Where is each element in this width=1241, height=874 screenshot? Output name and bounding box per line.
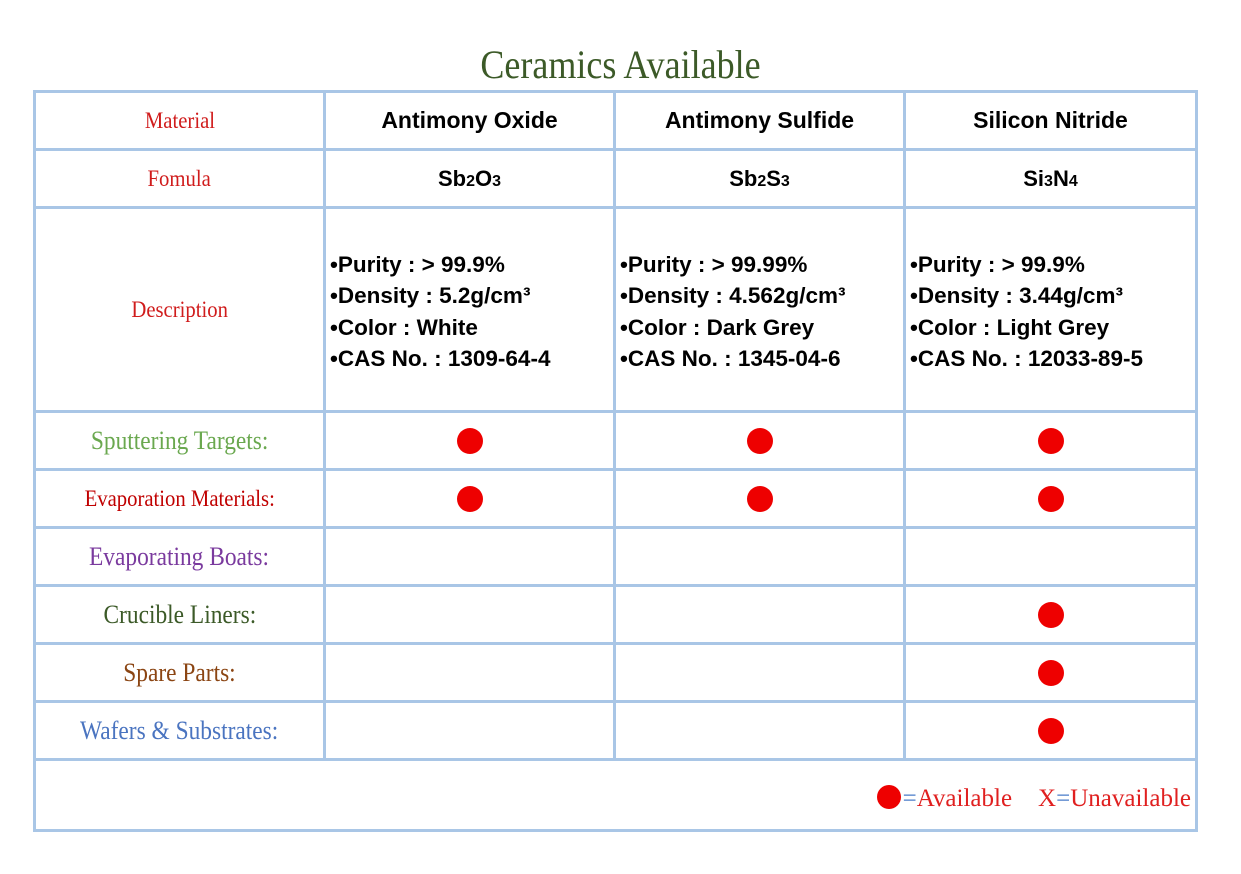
formula-label-cell	[35, 150, 325, 208]
availability-row	[35, 702, 1197, 760]
material-label: Material	[144, 107, 215, 133]
availability-cell	[615, 644, 905, 702]
category-label-cell	[35, 586, 325, 644]
material-cell	[615, 92, 905, 150]
formula-label: Fomula	[147, 165, 212, 191]
material-cell	[905, 92, 1197, 150]
color-line: •Color : White	[330, 314, 478, 340]
material-cell	[325, 92, 615, 150]
category-label: Evaporating Boats:	[89, 541, 270, 571]
category-label: Sputtering Targets:	[90, 425, 269, 455]
category-label: Evaporation Materials:	[84, 485, 275, 511]
legend-cell	[35, 760, 1197, 831]
description-row	[35, 208, 1197, 412]
availability-cell	[325, 702, 615, 760]
purity-line: •Purity : > 99.9%	[330, 251, 505, 277]
category-label-cell	[35, 702, 325, 760]
density-line: •Density : 3.44g/cm³	[910, 283, 1123, 308]
availability-cell	[615, 528, 905, 586]
material-label-cell	[35, 92, 325, 150]
availability-cell	[905, 412, 1197, 470]
density-line: •Density : 5.2g/cm³	[330, 283, 531, 308]
legend	[877, 785, 1191, 813]
legend-row	[35, 760, 1197, 831]
legend-unavailable-label: Unavailable	[1070, 785, 1191, 812]
chemical-formula: Sb2O3	[437, 165, 502, 191]
cas-line: •CAS No. : 1309-64-4	[330, 346, 551, 371]
availability-cell	[615, 702, 905, 760]
page-title: Ceramics Available	[480, 42, 761, 87]
available-dot-icon	[747, 486, 773, 512]
color-line: •Color : Dark Grey	[620, 314, 815, 340]
material-name: Antimony Sulfide	[664, 107, 855, 133]
availability-cell	[905, 644, 1197, 702]
availability-row	[35, 528, 1197, 586]
available-dot-icon	[1038, 428, 1064, 454]
availability-cell	[615, 412, 905, 470]
formula-row	[35, 150, 1197, 208]
description-cell	[615, 208, 905, 412]
material-name: Antimony Oxide	[381, 107, 558, 133]
category-label-cell	[35, 528, 325, 586]
availability-cell	[905, 528, 1197, 586]
cas-line: •CAS No. : 12033-89-5	[910, 346, 1143, 371]
availability-row	[35, 412, 1197, 470]
available-dot-icon	[1038, 486, 1064, 512]
availability-cell	[905, 470, 1197, 528]
availability-cell	[325, 586, 615, 644]
availability-cell	[325, 470, 615, 528]
legend-available-label: Available	[916, 785, 1013, 812]
chemical-formula: Si3N4	[1023, 165, 1078, 191]
formula-cell	[615, 150, 905, 208]
description-cell	[905, 208, 1197, 412]
availability-cell	[325, 644, 615, 702]
chemical-formula: Sb2S3	[729, 165, 790, 191]
purity-line: •Purity : > 99.9%	[910, 251, 1085, 277]
availability-cell	[905, 702, 1197, 760]
category-label-cell	[35, 470, 325, 528]
material-row	[35, 92, 1197, 150]
availability-row	[35, 586, 1197, 644]
availability-cell	[615, 586, 905, 644]
availability-row	[35, 470, 1197, 528]
formula-cell	[905, 150, 1197, 208]
availability-row	[35, 644, 1197, 702]
category-label-cell	[35, 412, 325, 470]
legend-equals: =	[902, 785, 917, 812]
cas-line: •CAS No. : 1345-04-6	[620, 346, 841, 371]
availability-cell	[325, 528, 615, 586]
density-line: •Density : 4.562g/cm³	[620, 283, 846, 308]
availability-cell	[615, 470, 905, 528]
material-name: Silicon Nitride	[973, 107, 1128, 133]
description-label-cell	[35, 208, 325, 412]
purity-line: •Purity : > 99.99%	[620, 251, 808, 277]
ceramics-table	[33, 90, 1198, 832]
description-cell	[325, 208, 615, 412]
availability-cell	[325, 412, 615, 470]
available-dot-icon	[1038, 660, 1064, 686]
category-label: Crucible Liners:	[103, 599, 256, 629]
color-line: •Color : Light Grey	[910, 314, 1110, 340]
available-dot-icon	[457, 428, 483, 454]
available-dot-icon	[1038, 602, 1064, 628]
available-dot-icon	[457, 486, 483, 512]
available-dot-icon	[1038, 718, 1064, 744]
available-dot-icon	[747, 428, 773, 454]
unavailable-x-icon: X	[1038, 785, 1057, 812]
category-label: Spare Parts:	[123, 657, 236, 687]
available-dot-icon	[877, 785, 901, 809]
legend-equals: =	[1056, 785, 1071, 812]
description-label: Description	[131, 296, 228, 322]
formula-cell	[325, 150, 615, 208]
category-label-cell	[35, 644, 325, 702]
availability-cell	[905, 586, 1197, 644]
category-label: Wafers & Substrates:	[80, 715, 279, 745]
